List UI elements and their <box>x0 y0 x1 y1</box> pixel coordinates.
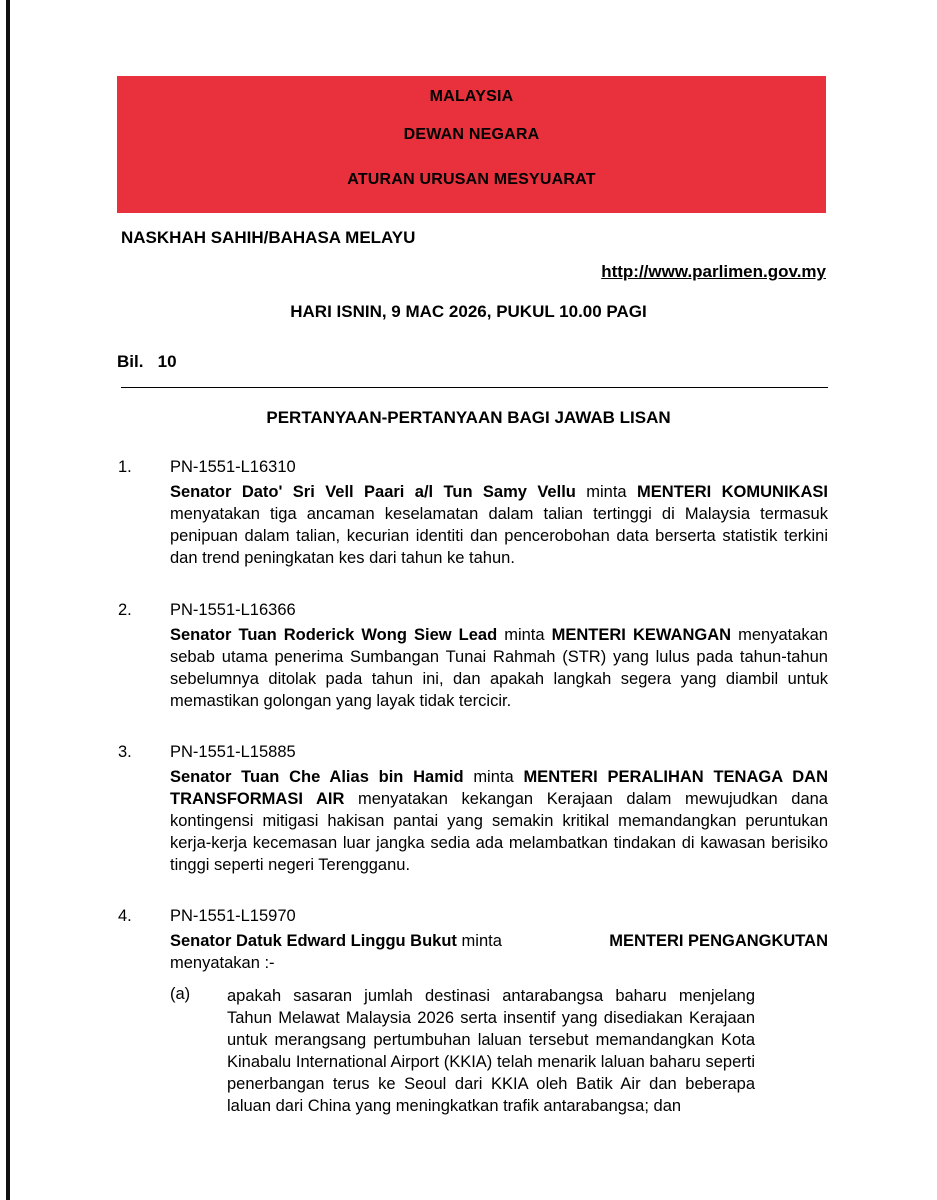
website-link-wrap <box>601 262 826 282</box>
bil-row <box>117 352 177 372</box>
question-2-minister: MENTERI KEWANGAN <box>551 626 732 644</box>
header-country: MALAYSIA <box>429 88 514 105</box>
header-house: DEWAN NEGARA <box>403 126 540 143</box>
question-3-code: PN-1551-L15885 <box>170 743 296 761</box>
question-3-number: 3. <box>118 743 132 761</box>
question-4-text <box>170 930 828 974</box>
question-1-minister: MENTERI KOMUNIKASI <box>637 483 828 501</box>
question-3-senator: Senator Tuan Che Alias bin Hamid <box>170 768 464 786</box>
website-link[interactable]: http://www.parlimen.gov.my <box>601 262 826 281</box>
section-title: PERTANYAAN-PERTANYAAN BAGI JAWAB LISAN <box>266 408 671 427</box>
question-2-body: menyatakan sebab utama penerima Sumbangan Tunai Rahmah (STR) yang lulus pada tahun-tahun sebelumnya ditolak pada tahun ini, dan apakah langkah segera yang diambil untuk memastikan golongan yang layak tidak tercicir. <box>170 626 828 710</box>
question-4-body: menyatakan :- <box>170 954 275 972</box>
version-label: NASKHAH SAHIH/BAHASA MELAYU <box>121 228 416 247</box>
question-1-code: PN-1551-L16310 <box>170 458 296 476</box>
question-1-text <box>170 481 828 569</box>
question-1-number: 1. <box>118 458 132 476</box>
question-4-number: 4. <box>118 907 132 925</box>
question-1-minta: minta <box>586 483 627 501</box>
header-banner <box>117 76 826 213</box>
question-1-senator: Senator Dato' Sri Vell Paari a/l Tun Samy Vellu <box>170 483 576 501</box>
question-3-text <box>170 766 828 876</box>
question-3-body: menyatakan kekangan Kerajaan dalam mewujudkan dana kontingensi mitigasi hakisan pantai yang semakin kritikal memandangkan peruntukan kerja-kerja kecemasan luar jangka sedia ada melambatkan tindakan di kawasan berisiko tinggi seperti negeri Terengganu. <box>170 790 828 874</box>
question-3-minister: MENTERI PERALIHAN TENAGA DAN TRANSFORMASI AIR <box>170 768 828 808</box>
separator-line <box>121 387 828 388</box>
question-3-minta: minta <box>473 768 514 786</box>
question-2-minta: minta <box>504 626 545 644</box>
question-2-code: PN-1551-L16366 <box>170 601 296 619</box>
question-4-minister: MENTERI PENGANGKUTAN <box>609 932 828 950</box>
bil-label: Bil. <box>117 352 144 371</box>
page-left-edge <box>6 0 10 1200</box>
question-2-text <box>170 624 828 712</box>
header-title: ATURAN URUSAN MESYUARAT <box>347 171 596 188</box>
question-4-minta: minta <box>461 932 502 950</box>
question-2-senator: Senator Tuan Roderick Wong Siew Lead <box>170 626 498 644</box>
session-date: HARI ISNIN, 9 MAC 2026, PUKUL 10.00 PAGI <box>290 302 647 321</box>
question-4-sub-a-text: apakah sasaran jumlah destinasi antarabangsa baharu menjelang Tahun Melawat Malaysia 2026 serta insentif yang disediakan Kerajaan untuk merangsang pertumbuhan laluan tersebut memandangkan Kota Kinabalu International Airport (KKIA) telah menarik laluan baharu seperti penerbangan terus ke Seoul dari KKIA oleh Batik Air dan beberapa laluan dari China yang meningkatkan trafik antarabangsa; dan <box>227 987 755 1115</box>
question-4-sub-a-label: (a) <box>170 985 191 1003</box>
question-1-body: menyatakan tiga ancaman keselamatan dalam talian tertinggi di Malaysia termasuk penipuan dalam talian, kecurian identiti dan pencerobohan data berserta statistik terkini dan trend peningkatan kes dari tahun ke tahun. <box>170 505 828 567</box>
question-4-code: PN-1551-L15970 <box>170 907 296 925</box>
question-2-number: 2. <box>118 601 132 619</box>
question-4-senator: Senator Datuk Edward Linggu Bukut <box>170 932 457 950</box>
bil-number: 10 <box>157 352 177 371</box>
